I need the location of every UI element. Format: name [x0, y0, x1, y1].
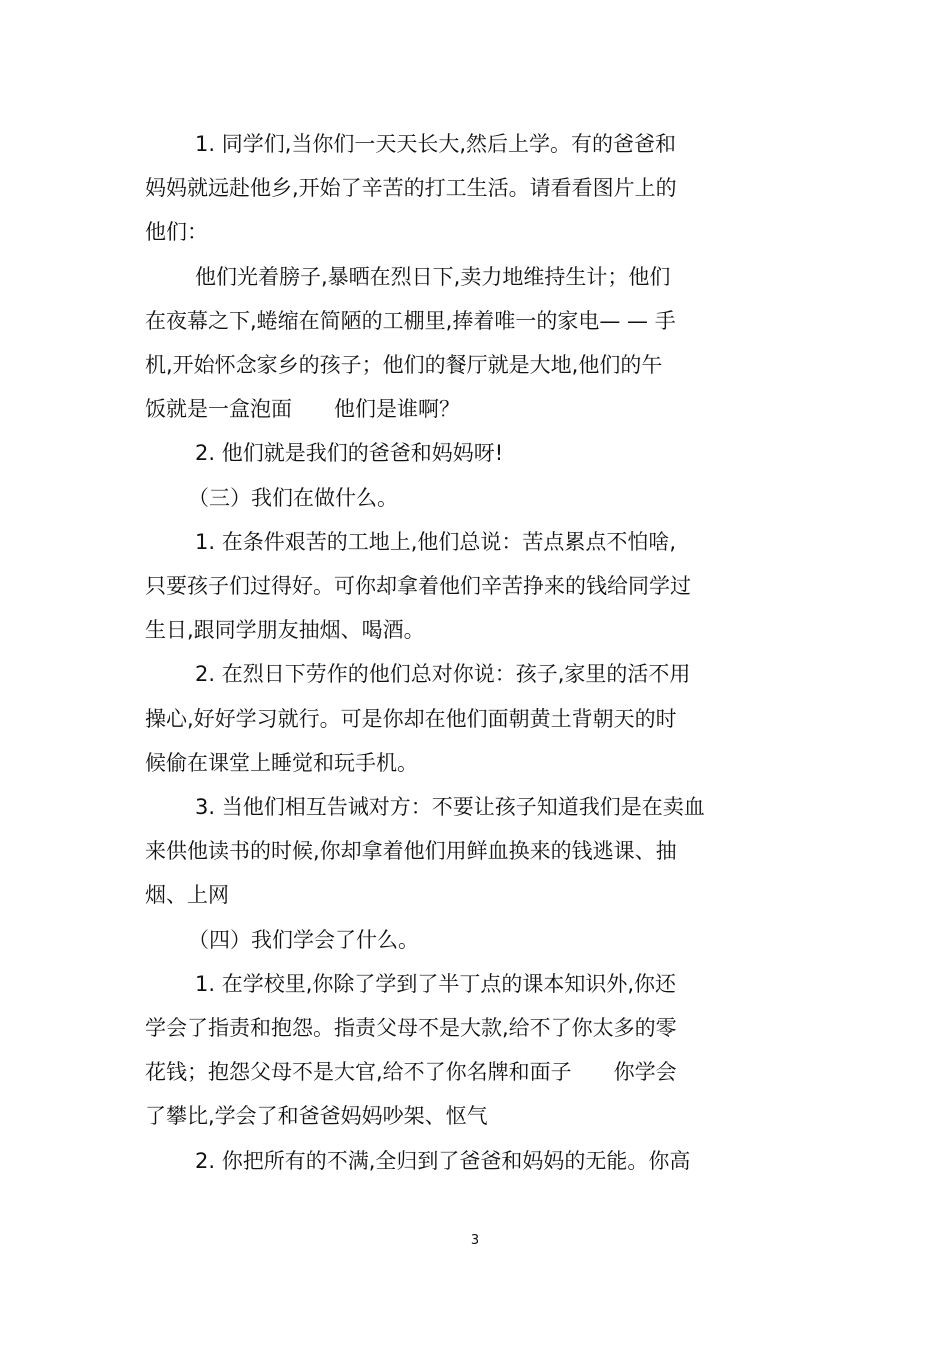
paragraph-1 [145, 122, 745, 255]
text-line: 饭就是一盒泡面 他们是谁啊？ [145, 397, 460, 422]
section-heading-4 [145, 918, 745, 962]
paragraph-8 [145, 1139, 745, 1183]
text-line: 操心,好好学习就行。可是你却在他们面朝黄土背朝天的时 [145, 706, 677, 731]
heading-line: （四）我们学会了什么。 [188, 927, 419, 952]
text-line: 1. 同学们,当你们一天天长大,然后上学。有的爸爸和 [195, 132, 677, 156]
heading-line: （三）我们在做什么。 [188, 485, 398, 510]
paragraph-2 [145, 255, 745, 432]
text-line: 了攀比,学会了和爸爸妈妈吵架、怄气 [145, 1104, 488, 1129]
text-line: 2. 在烈日下劳作的他们总对你说：孩子,家里的活不用 [195, 662, 691, 687]
text-line: 花钱；抱怨父母不是大官,给不了你名牌和面子 你学会 [145, 1060, 677, 1085]
paragraph-4 [145, 520, 745, 653]
text-line: 生日,跟同学朋友抽烟、喝酒。 [145, 618, 425, 643]
text-line: 3. 当他们相互告诫对方：不要让孩子知道我们是在卖血 [195, 795, 705, 820]
text-line: 机,开始怀念家乡的孩子；他们的餐厅就是大地,他们的午 [145, 353, 663, 378]
page-number: 3 [470, 1233, 480, 1248]
text-line: 烟、上网 [145, 883, 229, 908]
text-line: 他们： [145, 220, 208, 245]
text-line: 2. 你把所有的不满,全归到了爸爸和妈妈的无能。你高 [195, 1148, 691, 1173]
text-line: 在夜幕之下,蜷缩在简陋的工棚里,捧着唯一的家电— — 手 [145, 308, 676, 333]
text-line: 候偷在课堂上睡觉和玩手机。 [145, 750, 418, 775]
text-line: 只要孩子们过得好。可你却拿着他们辛苦挣来的钱给同学过 [145, 574, 691, 599]
document-body [145, 122, 745, 1183]
text-line: 1. 在条件艰苦的工地上,他们总说：苦点累点不怕啥, [195, 529, 677, 554]
paragraph-7 [145, 962, 745, 1139]
paragraph-6 [145, 785, 745, 918]
text-line: 学会了指责和抱怨。指责父母不是大款,给不了你太多的零 [145, 1016, 677, 1041]
paragraph-3 [145, 431, 745, 475]
section-heading-3 [145, 476, 745, 520]
text-line: 妈妈就远赴他乡,开始了辛苦的打工生活。请看看图片上的 [145, 176, 677, 201]
text-line: 他们光着膀子,暴晒在烈日下,卖力地维持生计；他们 [195, 264, 671, 289]
text-line: 1. 在学校里,你除了学到了半丁点的课本知识外,你还 [195, 971, 677, 996]
paragraph-5 [145, 652, 745, 785]
text-line: 2. 他们就是我们的爸爸和妈妈呀! [195, 441, 504, 466]
text-line: 来供他读书的时候,你却拿着他们用鲜血换来的钱逃课、抽 [145, 839, 677, 864]
